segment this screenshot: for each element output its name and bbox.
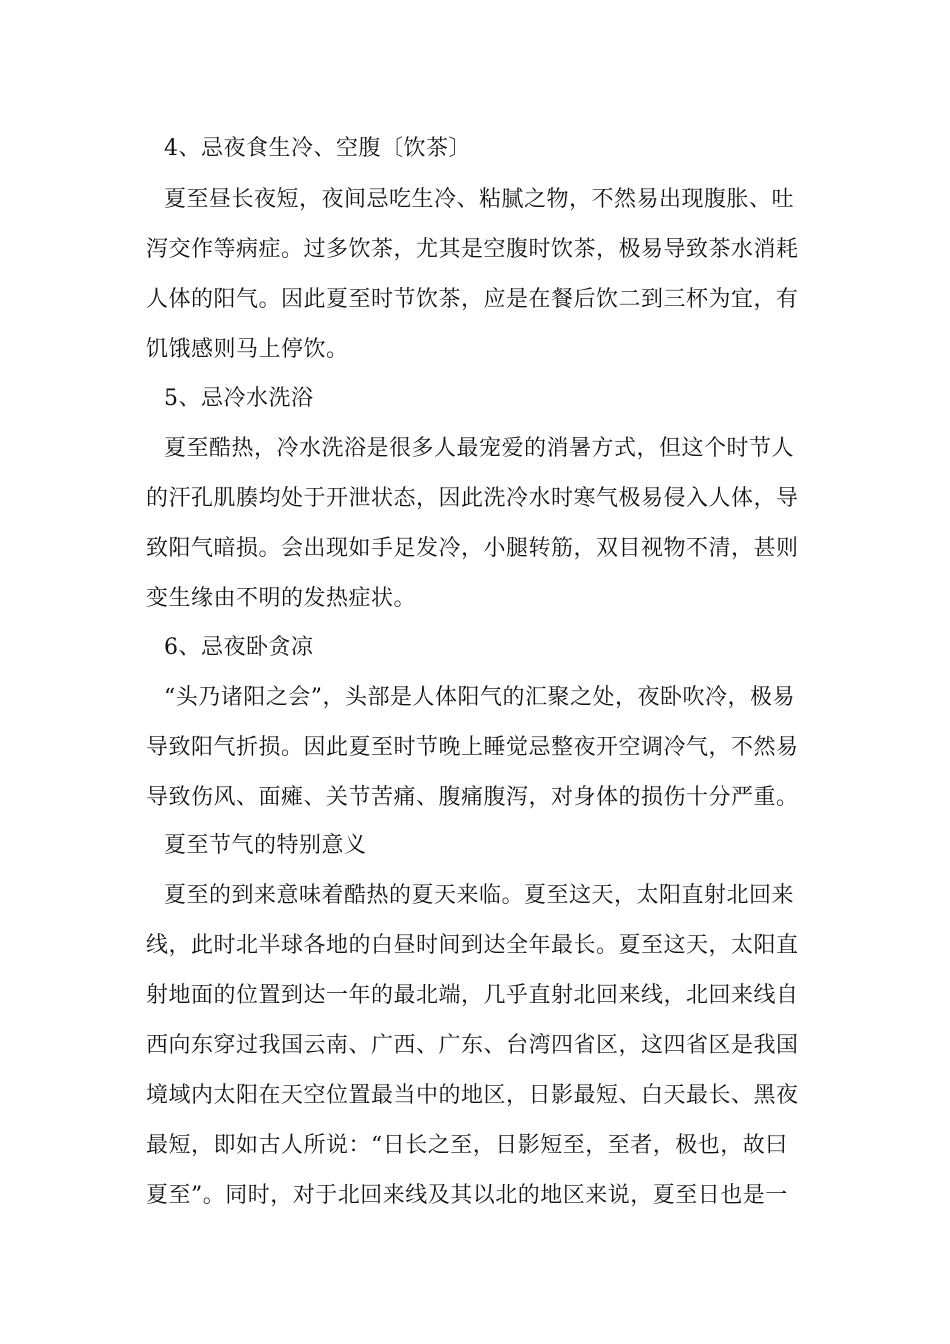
section-4-heading: 4、忌夜食生冷、空腹〔饮茶〕 — [164, 136, 471, 161]
section-5-line-1: 夏至酷热，冷水洗浴是很多人最宠爱的消暑方式，但这个时节人 — [164, 436, 795, 461]
section-6-line-1: “头乃诸阳之会”，头部是人体阳气的汇聚之处，夜卧吹冷，极易 — [164, 685, 795, 710]
section-7-line-4: 西向东穿过我国云南、广西、广东、台湾四省区，这四省区是我国 — [146, 1033, 799, 1058]
section-7-line-3: 射地面的位置到达一年的最北端，几乎直射北回来线，北回来线自 — [146, 983, 799, 1008]
section-4-line-2: 泻交作等病症。过多饮茶，尤其是空腹时饮茶，极易导致茶水消耗 — [146, 237, 799, 262]
section-5-heading: 5、忌冷水洗浴 — [164, 386, 314, 411]
section-7-line-6: 最短，即如古人所说：“日长之至，日影短至，至者，极也，故曰 — [146, 1133, 788, 1158]
section-7-line-5: 境域内太阳在天空位置最当中的地区，日影最短、白天最长、黑夜 — [146, 1083, 799, 1108]
section-7-line-2: 线，此时北半球各地的白昼时间到达全年最长。夏至这天，太阳直 — [146, 933, 799, 958]
section-7-line-7: 夏至”。同时，对于北回来线及其以北的地区来说，夏至日也是一 — [146, 1183, 788, 1208]
section-4-line-1: 夏至昼长夜短，夜间忌吃生冷、粘腻之物，不然易出现腹胀、吐 — [164, 187, 795, 212]
section-6-line-2: 导致阳气折损。因此夏至时节晚上睡觉忌整夜开空调冷气，不然易 — [146, 735, 799, 760]
section-6-line-3: 导致伤风、面瘫、关节苦痛、腹痛腹泻，对身体的损伤十分严重。 — [146, 785, 799, 810]
section-4-line-3: 人体的阳气。因此夏至时节饮茶，应是在餐后饮二到三杯为宜，有 — [146, 287, 799, 312]
section-5-line-2: 的汗孔肌腠均处于开泄状态，因此洗冷水时寒气极易侵入人体，导 — [146, 486, 799, 511]
section-6-heading: 6、忌夜卧贪凉 — [164, 635, 314, 660]
section-7-line-1: 夏至的到来意味着酷热的夏天来临。夏至这天，太阳直射北回来 — [164, 883, 795, 908]
section-5-line-3: 致阳气暗损。会出现如手足发冷，小腿转筋，双目视物不清，甚则 — [146, 536, 799, 561]
section-4-line-4: 饥饿感则马上停饮。 — [146, 337, 349, 362]
section-5-line-4: 变生缘由不明的发热症状。 — [146, 586, 417, 611]
section-7-heading: 夏至节气的特别意义 — [164, 833, 367, 858]
